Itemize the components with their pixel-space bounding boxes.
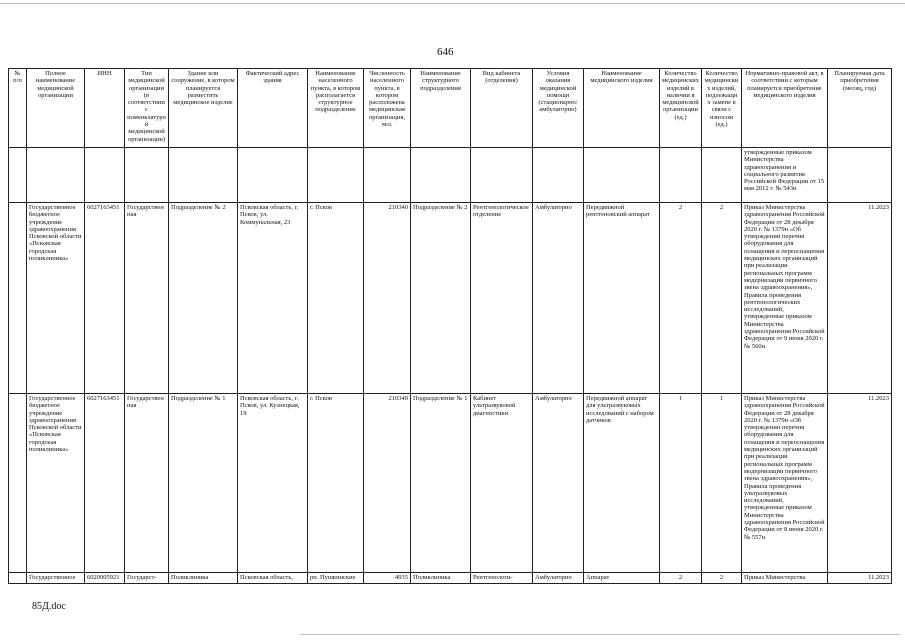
header-cell: Здание или сооружение, в котором планируется разместить медицинское изделие [169, 69, 238, 148]
conditions: Амбулаторно [533, 203, 584, 394]
header-cell: Фактический адрес здания [238, 69, 308, 148]
page-number: 646 [437, 46, 454, 58]
table-row [9, 573, 892, 584]
org-name: Государственное бюджетное учреждение здравоохранения Псковской области «Псковская городская поликлиника» [27, 203, 85, 394]
settlement: г. Псков [308, 394, 364, 573]
building: Подразделение № 2 [169, 203, 238, 394]
table-row [9, 203, 892, 394]
address: Псковская область, г. Псков, ул. Коммунальная, 23 [238, 203, 308, 394]
header-cell: Наименование медицинского изделия [584, 69, 660, 148]
org-type: Государственная [125, 203, 169, 394]
address: Псковская область, г. Псков, ул. Кузнецкая, 19 [238, 394, 308, 573]
header-cell: № п/п [9, 69, 27, 148]
org-name: Государственное бюджетное учреждение здравоохранения Псковской области «Псковская городская поликлиника» [27, 394, 85, 573]
cabinet: Рентгенологи- [471, 573, 533, 584]
equipment-table [8, 68, 892, 584]
legal-act: Приказ Министерства здравоохранения Российской Федерации от 28 декабря 2020 г. № 1379н «Об утверждении перечня оборудования для оснащения и переоснащения медицинских организаций при реализации региональных программ модернизации первичного звена здравоохранения», Правила проведения рентгенологических исследований, утвержденные приказом Министерства здравоохранения Российской Федерации от 9 июня 2020 г. № 560н [742, 203, 828, 394]
device: Передвижной рентгеновский аппарат [584, 203, 660, 394]
settlement: рп. Пушкинские [308, 573, 364, 584]
header-cell: Тип медицинской организации (в соответствии с номенклатурой медицинской организации) [125, 69, 169, 148]
conditions: Амбулаторно [533, 394, 584, 573]
available-count: 2 [660, 573, 702, 584]
population: 210340 [364, 203, 411, 394]
building: Поликлиника [169, 573, 238, 584]
subdivision: Поликлиника [411, 573, 471, 584]
table-header-row [9, 69, 892, 148]
org-type: Государственная [125, 394, 169, 573]
header-cell: Планируемая дата приобретения (месяц, год) [828, 69, 892, 148]
header-cell: Нормативно-правовой акт, в соответствии с которым планируется приобретение медицинского изделия [742, 69, 828, 148]
table-row-continuation [9, 148, 892, 203]
header-cell: Численность населенного пункта, в котором расположена медицинская организация, чел. [364, 69, 411, 148]
legal-act: Приказ Министерства [742, 573, 828, 584]
population: 210340 [364, 394, 411, 573]
replace-count: 2 [702, 203, 742, 394]
header-cell: Количество медицинских изделий в наличии в медицинской организации (ед.) [660, 69, 702, 148]
device: Аппарат [584, 573, 660, 584]
scan-artifact-line [300, 634, 900, 635]
footer-filename: 85Д.doc [32, 601, 66, 612]
planned-date: 11.2023 [828, 573, 892, 584]
header-cell: Условия оказания медицинской помощи (стационарно/амбулаторно) [533, 69, 584, 148]
inn: 6027163451 [85, 394, 125, 573]
cabinet: Рентгенологическое отделение [471, 203, 533, 394]
planned-date: 11.2023 [828, 394, 892, 573]
available-count: 1 [660, 394, 702, 573]
building: Подразделение № 1 [169, 394, 238, 573]
table-row [9, 394, 892, 573]
header-cell: Количество медицинских изделий, подлежащих замене в связи с износом (ед.) [702, 69, 742, 148]
replace-count: 2 [702, 573, 742, 584]
conditions: Амбулаторно [533, 573, 584, 584]
cabinet: Кабинет ультразвуковой диагностики [471, 394, 533, 573]
header-cell: Наименование структурного подразделения [411, 69, 471, 148]
inn: 6020005921 [85, 573, 125, 584]
device: Передвижной аппарат для ультразвуковых исследований с набором датчиков [584, 394, 660, 573]
settlement: г. Псков [308, 203, 364, 394]
org-name: Государственное [27, 573, 85, 584]
header-cell: ИНН [85, 69, 125, 148]
header-cell: Наименование населенного пункта, в котором располагается структурное подразделение [308, 69, 364, 148]
replace-count: 1 [702, 394, 742, 573]
scan-artifact-line [0, 3, 905, 4]
subdivision: Подразделение № 2 [411, 203, 471, 394]
subdivision: Подразделение № 1 [411, 394, 471, 573]
continuation-act-text: утвержденные приказом Министерства здравоохранения и социального развития Российской Федерации от 15 мая 2012 г. № 543н [742, 148, 828, 203]
header-cell: Полное наименование медицинской организации [27, 69, 85, 148]
inn: 6027163451 [85, 203, 125, 394]
available-count: 2 [660, 203, 702, 394]
population: 4935 [364, 573, 411, 584]
header-cell: Вид кабинета (отделения) [471, 69, 533, 148]
org-type: Государст- [125, 573, 169, 584]
address: Псковская область, [238, 573, 308, 584]
planned-date: 11.2023 [828, 203, 892, 394]
legal-act: Приказ Министерства здравоохранения Российской Федерации от 28 декабря 2020 г. № 1379н «Об утверждении перечня оборудования для оснащения и переоснащения медицинских организаций при реализации региональных программ модернизации первичного звена здравоохранения», Правила проведения ультразвуковых исследований, утвержденные приказом Министерства здравоохранения Российской Федерации от 8 июня 2020 г. № 557н [742, 394, 828, 573]
